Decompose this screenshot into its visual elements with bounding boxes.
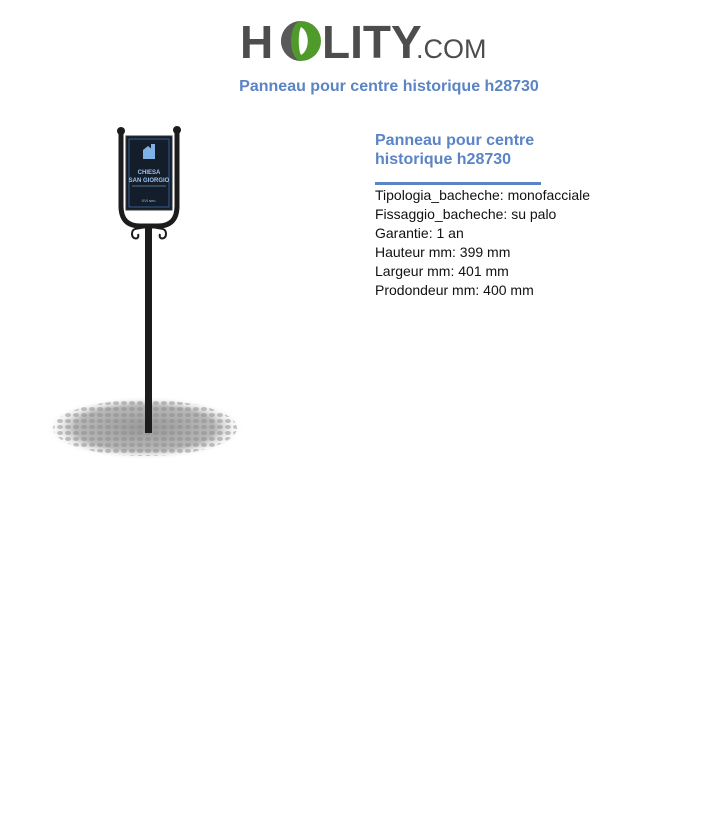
spec-list	[375, 186, 695, 300]
sign-text-line1: CHIESA	[137, 170, 161, 176]
spec-item: Prodondeur mm: 400 mm	[375, 282, 534, 298]
holity-logo[interactable]	[240, 14, 500, 66]
spec-item: Largeur mm: 401 mm	[375, 263, 509, 279]
product-title: Panneau pour centre historique h28730	[375, 132, 535, 168]
spec-item: Hauteur mm: 399 mm	[375, 244, 511, 260]
holity-logo-graphic	[240, 14, 500, 66]
sign-text-line3: XVI sec.	[141, 198, 157, 203]
spec-item: Fissaggio_bacheche: su palo	[375, 206, 557, 222]
logo-domain-suffix: .COM	[416, 34, 487, 64]
sign-text-line2: SAN GIORGIO	[128, 178, 170, 184]
title-divider	[375, 182, 541, 185]
sign-pole	[145, 228, 152, 433]
spec-item: Garantie: 1 an	[375, 225, 464, 241]
product-image	[40, 118, 260, 468]
spec-item: Tipologia_bacheche: monofacciale	[375, 187, 591, 203]
product-info	[375, 131, 695, 300]
logo-o-icon	[281, 21, 321, 61]
page-title: Panneau pour centre historique h28730	[239, 78, 539, 95]
logo-letter-h: H	[240, 16, 274, 66]
sign-panel	[126, 136, 172, 210]
logo-letters-lity: LITY	[322, 16, 422, 66]
